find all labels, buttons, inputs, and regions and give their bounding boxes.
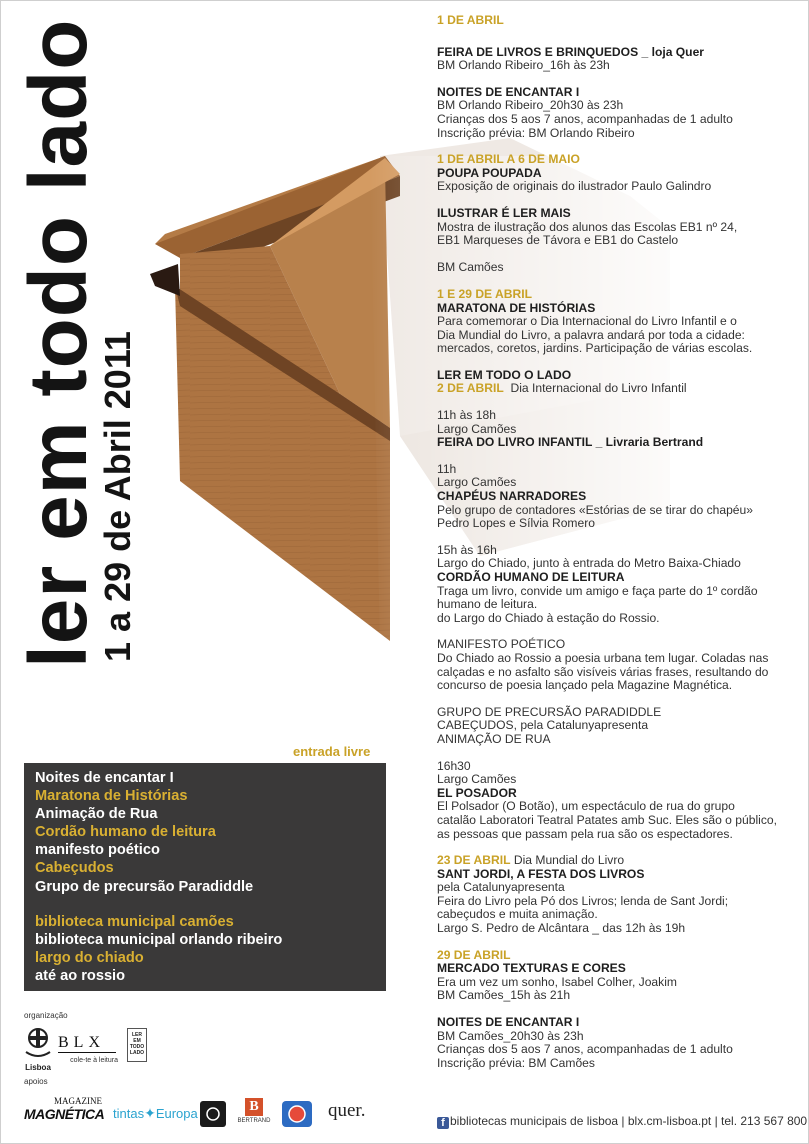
event-line: Largo S. Pedro de Alcântara _ das 12h às 19h [437,921,686,936]
summary-item: Grupo de precursão Paradiddle [35,878,254,895]
event-date: 1 DE ABRIL A 6 DE MAIO [437,152,580,167]
agenda-entry [437,409,797,450]
event-line: Largo do Chiado, junto à entrada do Metro Baixa-Chiado [437,556,741,571]
event-line: CABEÇUDOS, pela Catalunyapresenta [437,718,649,733]
event-date: 23 DE ABRIL [437,853,511,868]
footer-text[interactable]: bibliotecas municipais de lisboa | blx.cm-lisboa.pt | tel. 213 567 800 [450,1114,808,1128]
event-title: NOITES DE ENCANTAR I [437,84,580,99]
agenda-entry [437,14,797,28]
event-date: 29 DE ABRIL [437,947,511,962]
event-line: Para comemorar o Dia Internacional do Livro Infantil e o [437,314,737,329]
event-title: FEIRA DO LIVRO INFANTIL _ Livraria Bertrand [437,435,704,450]
event-line: BM Camões_20h30 às 23h [437,1028,584,1043]
venue-item: largo do chiado [35,949,144,966]
event-line: 15h às 16h [437,542,497,557]
event-line: El Polsador (O Botão), um espectáculo de rua do grupo [437,799,735,814]
event-line: cabeçudos e muita animação. [437,907,598,922]
footer-contact [437,1114,807,1129]
magazine-magnetica-logo [24,1096,105,1122]
summary-item: Noites de encantar I [35,770,174,786]
poster-title: ler em todo lado [13,18,104,668]
lisboa-crest-icon [22,1026,54,1060]
europa-text: Europa [155,1106,198,1121]
venue-item: biblioteca municipal orlando ribeiro [35,931,283,948]
supporters-label: apoios [24,1077,48,1086]
event-date: 1 DE ABRIL [437,13,504,27]
event-line: BM Orlando Ribeiro_20h30 às 23h [437,98,624,113]
badge-emblem-icon [282,1101,312,1127]
magnetica-top-text: MAGAZINE [54,1096,102,1106]
agenda-entry [437,207,797,275]
agenda-entry [437,949,797,1003]
event-line: humano de leitura. [437,597,538,612]
poster-dates: 1 a 29 de Abril 2011 [97,331,138,662]
star-icon: ✦ [144,1105,156,1121]
agenda-entry [437,1016,797,1070]
event-title: POUPA POUPADA [437,165,542,180]
lisboa-logo-text: Lisboa [25,1063,51,1072]
summary-item: manifesto poético [35,842,160,859]
tintas-text: tintas [113,1106,145,1121]
event-title: NOITES DE ENCANTAR I [437,1015,580,1030]
event-line: MANIFESTO POÉTICO [437,637,566,652]
event-line: 11h [437,461,457,476]
event-title: MERCADO TEXTURAS E CORES [437,961,626,976]
event-line: BM Orlando Ribeiro_16h às 23h [437,58,610,73]
tintas-europa-logo [113,1105,198,1122]
facebook-icon: f [437,1117,449,1129]
agenda-entry [437,369,797,396]
event-line: concurso de poesia lançado pela Magazine Magnética. [437,678,733,693]
blx-tagline: cole-te à leitura [70,1057,118,1064]
event-line: Largo Camões [437,475,517,490]
event-line: pela Catalunyapresenta [437,880,565,895]
event-line: Dia Internacional do Livro Infantil [510,381,687,396]
lisboa-logo [22,1026,54,1070]
event-line: Traga um livro, convide um amigo e faça parte do 1º cordão [437,583,758,598]
event-line: Mostra de ilustração dos alunos das Escolas EB1 nº 24, [437,219,738,234]
event-line: Inscrição prévia: BM Camões [437,1055,595,1070]
event-line: Largo Camões [437,772,517,787]
event-line: catalão Laboratori Teatral Patates amb Suc. Eles são o público, [437,812,777,827]
event-line: Pelo grupo de contadores «Estórias de se tirar do chapéu» [437,502,753,517]
agenda-entry [437,854,797,936]
event-line: Dia Mundial do Livro, a palavra andará por toda a cidade: [437,327,745,342]
event-line: EB1 Marqueses de Távora e EB1 do Castelo [437,233,679,248]
event-title: ILUSTRAR É LER MAIS [437,205,571,220]
event-line: Largo Camões [437,421,517,436]
partner-logo-dark [200,1101,226,1127]
summary-item: Cordão humano de leitura [35,824,216,841]
event-line: Feira do Livro pela Pó dos Livros; lenda de Sant Jordi; [437,893,729,908]
agenda-entry [437,288,797,356]
blx-logo [58,1034,118,1068]
blx-logo-text: BLX [58,1034,116,1053]
event-line: Pedro Lopes e Sílvia Romero [437,516,595,531]
quer-logo [328,1100,365,1122]
agenda-entry [437,463,797,531]
bertrand-b-icon: B [245,1098,263,1116]
event-line: BM Camões_15h às 21h [437,988,571,1003]
event-title: CHAPÉUS NARRADORES [437,489,587,504]
partner-logo-blue [282,1101,312,1127]
venue-item: biblioteca municipal camões [35,913,234,930]
event-title: EL POSADOR [437,785,517,800]
event-line: calçadas e no asfalto são visíveis várias frases, resultando do [437,664,769,679]
event-title: CORDÃO HUMANO DE LEITURA [437,570,625,584]
summary-item: Animação de Rua [35,806,158,823]
bertrand-text: BERTRAND [237,1118,271,1124]
event-line: ANIMAÇÃO DE RUA [437,731,551,746]
event-line: 16h30 [437,758,471,773]
agenda-entry [437,86,797,140]
event-line: Crianças dos 5 aos 7 anos, acompanhadas de 1 adulto [437,1042,733,1057]
event-title: FEIRA DE LIVROS E BRINQUEDOS _ loja Quer [437,44,705,59]
event-title: SANT JORDI, A FESTA DOS LIVROS [437,866,645,881]
agenda-column [437,14,797,1083]
magnetica-text: MAGNÉTICA [24,1106,105,1122]
quer-text: quer. [328,1100,366,1121]
program-summary-box [24,763,386,991]
free-entry-label: entrada livre [293,744,371,759]
agenda-entry [437,760,797,842]
agenda-entry [437,544,797,626]
agenda-entry [437,706,797,747]
event-line: BM Camões [437,260,504,275]
event-line: 11h às 18h [437,408,496,423]
event-line: GRUPO DE PRECURSÃO PARADIDDLE [437,704,662,719]
event-title: LER EM TODO O LADO [437,367,572,382]
circle-emblem-icon [200,1101,226,1127]
event-line: as pessoas que passam pela rua são os espectadores. [437,826,733,841]
event-line: Do Chiado ao Rossio a poesia urbana tem lugar. Coladas nas [437,650,769,665]
summary-item: Maratona de Histórias [35,788,188,805]
event-line: Dia Mundial do Livro [513,853,625,868]
organization-label: organização [24,1011,68,1020]
event-date: 1 E 29 DE ABRIL [437,286,532,301]
event-line: Crianças dos 5 aos 7 anos, acompanhadas de 1 adulto [437,111,733,126]
event-line: mercados, coretos, jardins. Participação de várias escolas. [437,341,753,356]
venue-item: até ao rossio [35,967,126,984]
event-line: Exposição de originais do ilustrador Paulo Galindro [437,179,712,194]
event-line: Inscrição prévia: BM Orlando Ribeiro [437,125,635,140]
bertrand-logo [236,1098,272,1124]
ler-em-todo-lado-badge: LER EM TODO LADO [127,1028,147,1062]
agenda-entry [437,46,797,73]
summary-item: Cabeçudos [35,860,114,877]
event-date: 2 DE ABRIL [437,381,504,396]
event-line: do Largo do Chiado à estação do Rossio. [437,610,660,625]
agenda-entry [437,638,797,692]
agenda-entry [437,153,797,194]
event-title: MARATONA DE HISTÓRIAS [437,300,596,315]
event-line: Era um vez um sonho, Isabel Colher, Joakim [437,974,677,989]
